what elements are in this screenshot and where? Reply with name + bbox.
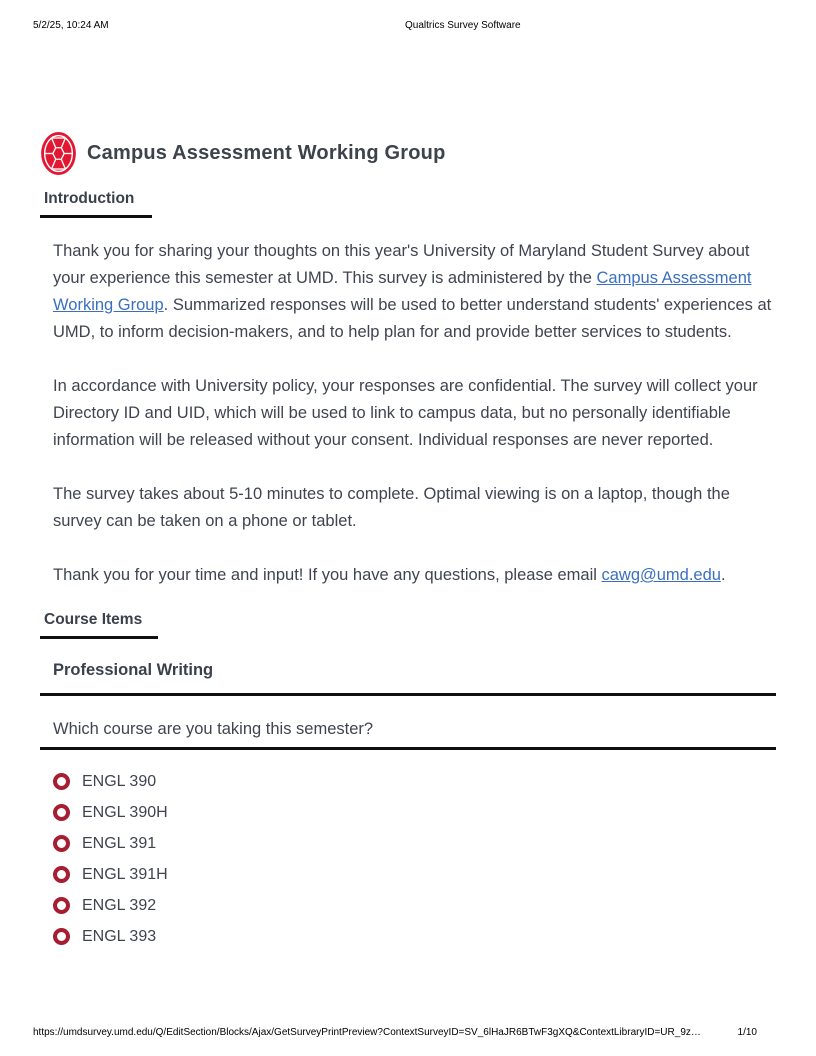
radio-button[interactable] bbox=[53, 773, 70, 790]
umd-testudo-shell-icon bbox=[40, 131, 77, 176]
page-number-indicator: 1/10 bbox=[737, 1027, 757, 1038]
print-footer-url: https://umdsurvey.umd.edu/Q/EditSection/Blocks/Ajax/GetSurveyPrintPreview?ContextSurveyID=SV_6lHaJR6BTwF3gXQ&ContextLibraryID=UR_9z… bbox=[33, 1027, 701, 1038]
intro-paragraph-1 bbox=[53, 238, 776, 346]
introduction-text bbox=[53, 238, 776, 589]
intro-paragraph-3: The survey takes about 5-10 minutes to complete. Optimal viewing is on a laptop, though the survey can be taken on a phone or tablet. bbox=[53, 485, 730, 530]
option-row-engl-392[interactable] bbox=[53, 890, 776, 921]
introduction-underline bbox=[40, 215, 152, 218]
option-row-engl-390h[interactable] bbox=[53, 797, 776, 828]
paragraph-text: . Summarized responses will be used to better understand students' experiences at UMD, to inform decision-makers, and to help plan for and provide better services to students. bbox=[53, 296, 772, 341]
option-row-engl-390[interactable] bbox=[53, 766, 776, 797]
option-label: ENGL 390 bbox=[82, 772, 157, 790]
intro-paragraph-4 bbox=[53, 562, 776, 589]
question-text: Which course are you taking this semester? bbox=[53, 720, 374, 738]
option-label: ENGL 391H bbox=[82, 865, 168, 883]
radio-button[interactable] bbox=[53, 897, 70, 914]
section-heading-introduction: Introduction bbox=[44, 190, 135, 207]
radio-button[interactable] bbox=[53, 804, 70, 821]
option-label: ENGL 391 bbox=[82, 834, 157, 852]
paragraph-text: . bbox=[720, 566, 726, 584]
answer-options bbox=[53, 766, 776, 952]
block-divider bbox=[40, 693, 776, 696]
print-footer bbox=[33, 1027, 757, 1038]
course-items-underline bbox=[40, 636, 158, 639]
question-divider bbox=[40, 747, 776, 750]
radio-button[interactable] bbox=[53, 835, 70, 852]
course-items-section bbox=[40, 611, 776, 952]
section-heading-course-items: Course Items bbox=[44, 611, 143, 628]
intro-paragraph-2: In accordance with University policy, your responses are confidential. The survey will collect your Directory ID and UID, which will be used to link to campus data, but no personally identifiable information will be released without your consent. Individual responses are never reported. bbox=[53, 377, 758, 449]
option-label: ENGL 392 bbox=[82, 896, 157, 914]
brand-row bbox=[40, 130, 776, 176]
paragraph-text: Thank you for sharing your thoughts on this year's University of Maryland Student Survey about your experience this semester at UMD. This survey is administered by the bbox=[53, 242, 750, 287]
option-label: ENGL 393 bbox=[82, 927, 157, 945]
radio-button[interactable] bbox=[53, 928, 70, 945]
print-header-datetime: 5/2/25, 10:24 AM bbox=[33, 20, 109, 31]
option-row-engl-391[interactable] bbox=[53, 828, 776, 859]
block-title-professional-writing: Professional Writing bbox=[53, 661, 214, 679]
option-row-engl-393[interactable] bbox=[53, 921, 776, 952]
survey-content bbox=[40, 130, 776, 952]
survey-title: Campus Assessment Working Group bbox=[87, 141, 446, 164]
print-header-app-title: Qualtrics Survey Software bbox=[405, 20, 521, 31]
option-label: ENGL 390H bbox=[82, 803, 168, 821]
email-link[interactable]: cawg@umd.edu bbox=[601, 566, 721, 584]
paragraph-text: Thank you for your time and input! If you have any questions, please email bbox=[53, 566, 602, 584]
radio-button[interactable] bbox=[53, 866, 70, 883]
option-row-engl-391h[interactable] bbox=[53, 859, 776, 890]
cawg-link[interactable]: Campus Assessment Working Group bbox=[53, 269, 752, 314]
print-header bbox=[33, 20, 783, 33]
